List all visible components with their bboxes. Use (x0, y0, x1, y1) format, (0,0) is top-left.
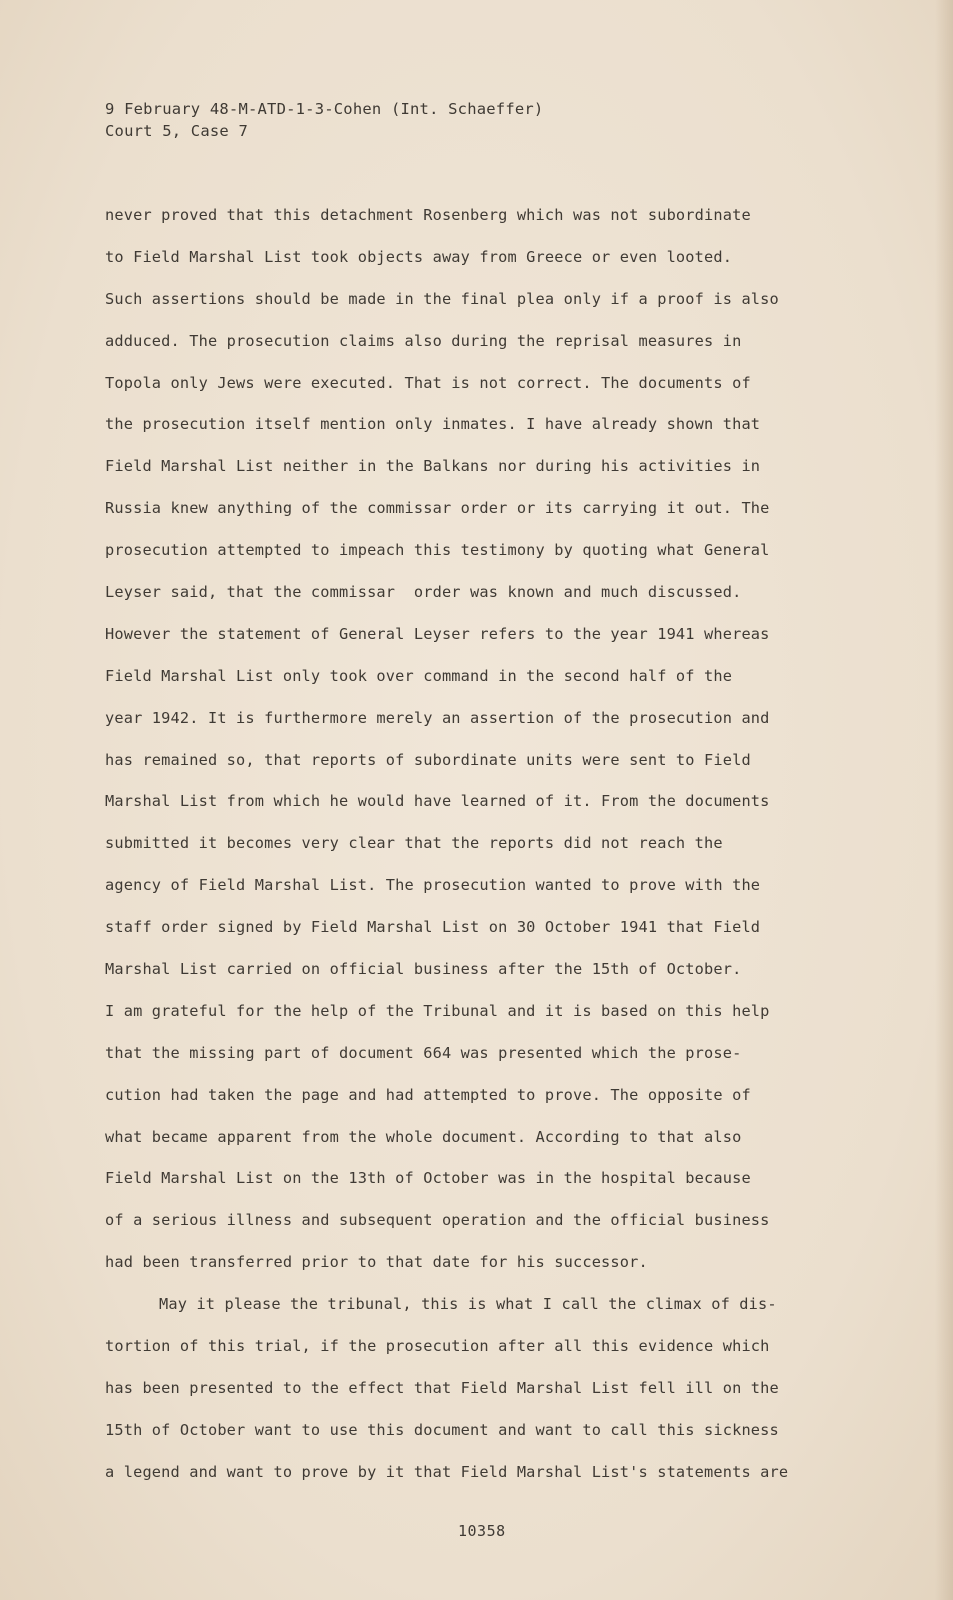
text-line: Marshal List from which he would have learned of it. From the documents (105, 792, 770, 811)
text-line: I am grateful for the help of the Tribunal and it is based on this help (105, 1001, 770, 1020)
text-line: never proved that this detachment Rosenberg which was not subordinate (105, 206, 751, 224)
text-line: that the missing part of document 664 was presented which the prose- (105, 1043, 742, 1062)
text-line: staff order signed by Field Marshal List on 30 October 1941 that Field (105, 918, 761, 937)
text-line: Field Marshal List only took over command in the second half of the (105, 666, 733, 685)
transcript-body (105, 204, 875, 1503)
text-line: However the statement of General Leyser refers to the year 1941 whereas (105, 624, 770, 643)
text-line: Such assertions should be made in the final plea only if a proof is also (105, 289, 779, 308)
text-line: has been presented to the effect that Field Marshal List fell ill on the (105, 1378, 779, 1397)
header-date-line: 9 February 48-M-ATD-1-3-Cohen (Int. Schaeffer) (105, 100, 544, 118)
text-line: year 1942. It is furthermore merely an assertion of the prosecution and (105, 708, 770, 727)
text-line: had been transferred prior to that date for his successor. (105, 1253, 648, 1272)
text-line: has remained so, that reports of subordinate units were sent to Field (105, 750, 751, 769)
text-line: a legend and want to prove by it that Field Marshal List's statements are (105, 1462, 789, 1481)
text-line: Leyser said, that the commissar order was known and much discussed. (105, 583, 742, 602)
text-line: Field Marshal List on the 13th of October was in the hospital because (105, 1169, 751, 1188)
text-line: Marshal List carried on official business after the 15th of October. (105, 960, 742, 979)
text-line: agency of Field Marshal List. The prosecution wanted to prove with the (105, 876, 761, 895)
text-line: submitted it becomes very clear that the reports did not reach the (105, 834, 723, 853)
text-line: cution had taken the page and had attempted to prove. The opposite of (105, 1085, 751, 1104)
text-line: Topola only Jews were executed. That is not correct. The documents of (105, 373, 751, 392)
text-line: the prosecution itself mention only inmates. I have already shown that (105, 415, 761, 434)
text-line: Russia knew anything of the commissar order or its carrying it out. The (105, 499, 770, 518)
paragraph-start-line: May it please the tribunal, this is what I call the climax of dis- (159, 1295, 777, 1314)
text-line: what became apparent from the whole document. According to that also (105, 1127, 742, 1146)
text-line: to Field Marshal List took objects away from Greece or even looted. (105, 247, 733, 266)
page-edge-shadow (935, 0, 953, 1600)
page-number: 10358 (458, 1522, 506, 1540)
document-header (105, 98, 543, 142)
text-line: Field Marshal List neither in the Balkans nor during his activities in (105, 457, 761, 476)
text-line: 15th of October want to use this document and want to call this sickness (105, 1420, 779, 1439)
text-line: prosecution attempted to impeach this testimony by quoting what General (105, 541, 770, 560)
text-line: of a serious illness and subsequent operation and the official business (105, 1211, 770, 1230)
header-court-line: Court 5, Case 7 (105, 122, 248, 140)
text-line: tortion of this trial, if the prosecution after all this evidence which (105, 1337, 770, 1356)
text-line: adduced. The prosecution claims also during the reprisal measures in (105, 331, 742, 350)
